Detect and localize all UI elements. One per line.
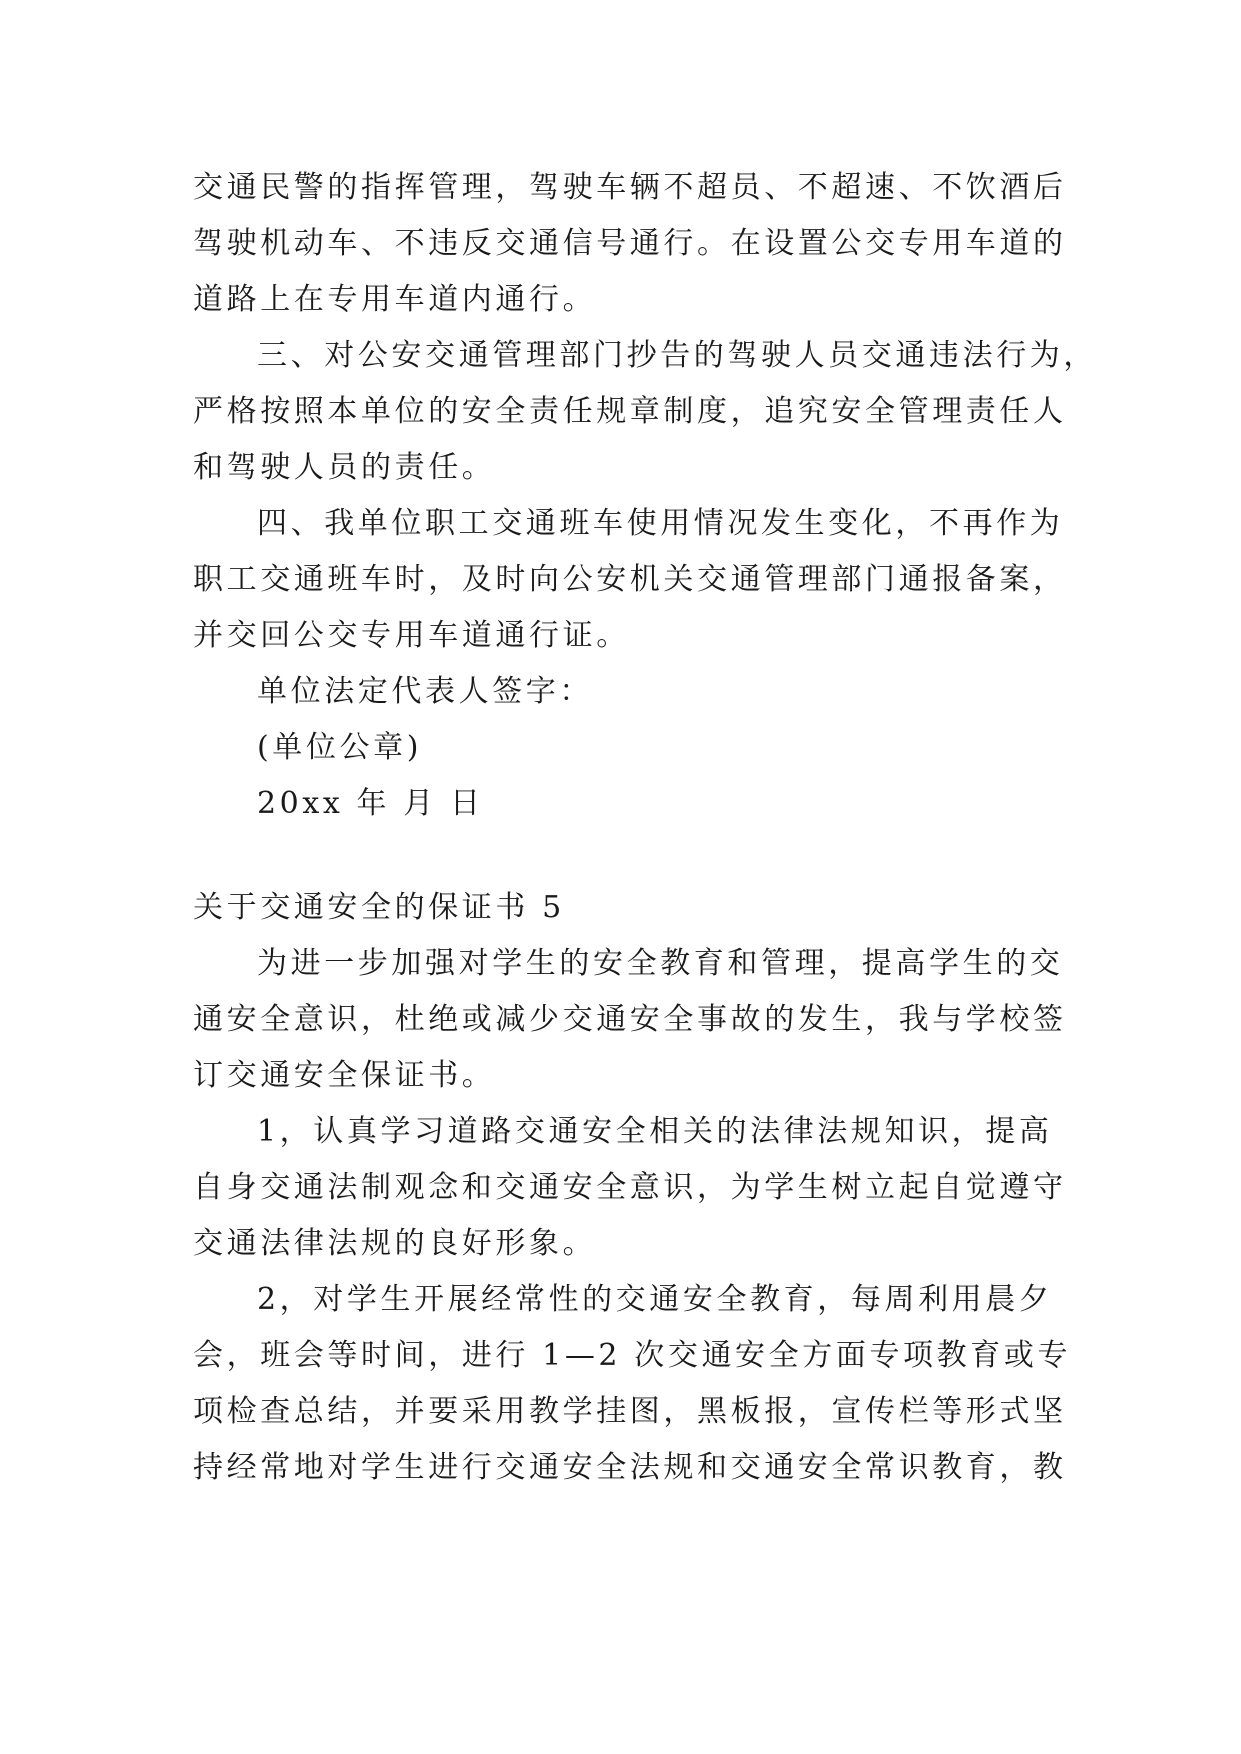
paragraph-item-four — [193, 496, 1067, 664]
text-line: 交通民警的指挥管理，驾驶车辆不超员、不超速、不饮酒后 — [193, 170, 1067, 205]
text-line: 会，班会等时间，进行 1—2 次交通安全方面专项教育或专 — [193, 1338, 1072, 1373]
seal-label: (单位公章) — [257, 730, 423, 765]
text-line: 2，对学生开展经常性的交通安全教育，每周利用晨夕 — [257, 1282, 1053, 1317]
paragraph-item-three — [193, 328, 1097, 496]
text-line: 三、对公安交通管理部门抄告的驾驶人员交通违法行为， — [257, 338, 1097, 373]
paragraph-point-two — [193, 1272, 1072, 1496]
paragraph-continuation — [193, 160, 1067, 328]
section-heading: 关于交通安全的保证书 5 — [193, 890, 565, 925]
text-line: 持经常地对学生进行交通安全法规和交通安全常识教育，教 — [193, 1450, 1067, 1485]
text-line: 驾驶机动车、不违反交通信号通行。在设置公交专用车道的 — [193, 226, 1067, 261]
text-line: 职工交通班车时，及时向公安机关交通管理部门通报备案， — [193, 562, 1067, 597]
text-line: 严格按照本单位的安全责任规章制度，追究安全管理责任人 — [193, 394, 1067, 429]
paragraph-intro — [193, 936, 1067, 1104]
text-line: 1，认真学习道路交通安全相关的法律法规知识，提高 — [257, 1114, 1053, 1149]
text-line: 和驾驶人员的责任。 — [193, 450, 496, 485]
text-line: 为进一步加强对学生的安全教育和管理，提高学生的交 — [257, 946, 1064, 981]
text-line: 并交回公交专用车道通行证。 — [193, 618, 630, 653]
paragraph-point-one — [193, 1104, 1067, 1272]
text-line: 道路上在专用车道内通行。 — [193, 282, 597, 317]
text-line: 四、我单位职工交通班车使用情况发生变化，不再作为 — [257, 506, 1064, 541]
text-line: 交通法律法规的良好形象。 — [193, 1226, 597, 1261]
representative-signature-label: 单位法定代表人签字： — [257, 674, 593, 709]
document-body — [193, 160, 1097, 1496]
date-line: 20xx 年 月 日 — [257, 786, 484, 821]
text-line: 自身交通法制观念和交通安全意识，为学生树立起自觉遵守 — [193, 1170, 1067, 1205]
text-line: 通安全意识，杜绝或减少交通安全事故的发生，我与学校签 — [193, 1002, 1067, 1037]
text-line: 订交通安全保证书。 — [193, 1058, 496, 1093]
text-line: 项检查总结，并要采用教学挂图，黑板报，宣传栏等形式坚 — [193, 1394, 1067, 1429]
signature-block — [193, 664, 1055, 832]
